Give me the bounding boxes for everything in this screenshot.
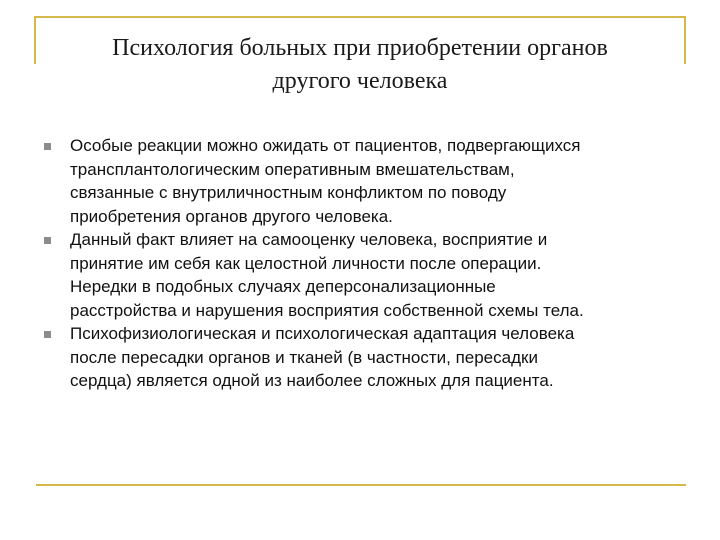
frame-top-rule	[34, 16, 686, 18]
bullet-text-line: трансплантологическим оперативным вмешательствам,	[70, 159, 515, 179]
bullet-item	[44, 134, 694, 228]
bullet-text-line: Данный факт влияет на самооценку человека, восприятие и	[70, 230, 548, 249]
bullet-text-line: сердца) является одной из наиболее сложных для пациента.	[70, 371, 554, 390]
bullet-text-line: Психофизиологическая и психологическая адаптация человека	[70, 324, 575, 343]
bullet-text-line: Нередки в подобных случаях деперсонализационные	[70, 277, 496, 296]
square-bullet-icon	[44, 331, 51, 338]
square-bullet-icon	[44, 143, 51, 150]
bullet-text-line: Особые реакции можно ожидать от пациентов, подвергающихся	[70, 136, 581, 155]
slide-title-line: Психология больных при приобретении органов	[112, 35, 608, 61]
bullet-list	[44, 134, 694, 393]
bullet-item	[44, 322, 694, 393]
bullet-text-line: после пересадки органов и тканей (в частности, пересадки	[70, 347, 538, 367]
bullet-text-line: расстройства и нарушения восприятия собственной схемы тела.	[70, 300, 584, 320]
bullet-text-line: связанные с внутриличностным конфликтом по поводу	[70, 183, 507, 202]
bullet-text-line: приобретения органов другого человека.	[70, 206, 393, 226]
frame-right-rule	[684, 16, 686, 64]
bullet-text-line: принятие им себя как целостной личности после операции.	[70, 253, 542, 273]
slide-title	[40, 32, 680, 98]
bullet-item	[44, 228, 694, 322]
slide-title-line: другого человека	[272, 68, 448, 94]
square-bullet-icon	[44, 237, 51, 244]
frame-left-rule	[34, 16, 36, 64]
frame-bottom-rule	[36, 484, 686, 486]
